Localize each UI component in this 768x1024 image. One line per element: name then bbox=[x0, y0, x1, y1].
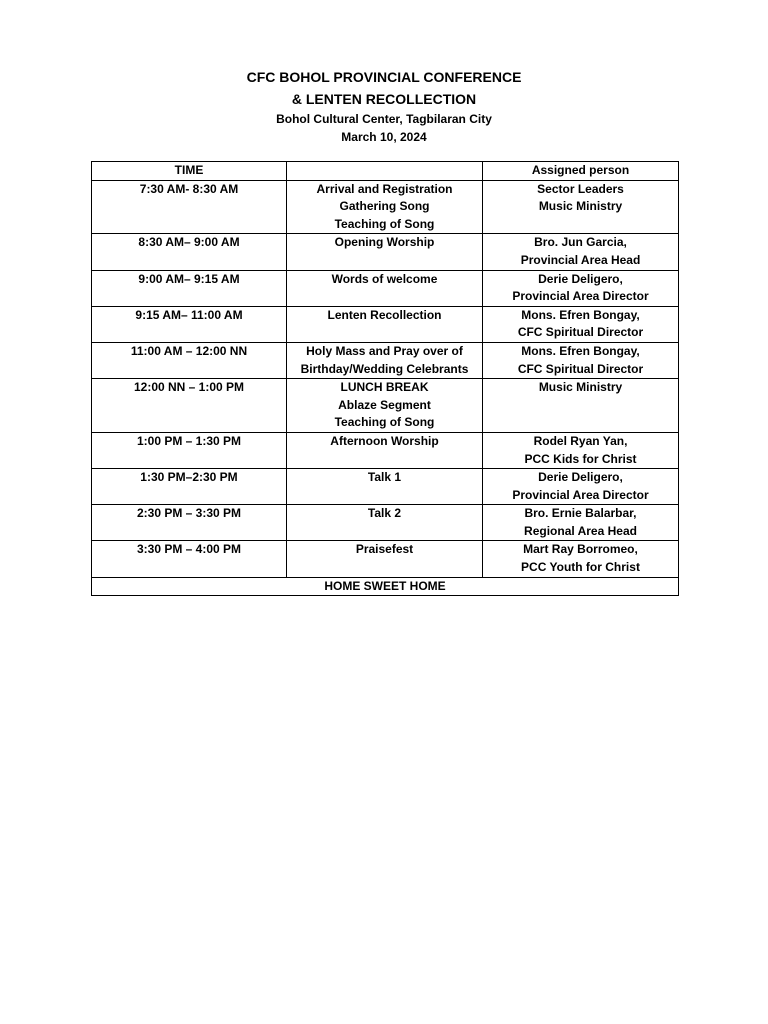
person-line: PCC Kids for Christ bbox=[524, 451, 637, 466]
document-title-line-2: & LENTEN RECOLLECTION bbox=[291, 91, 477, 107]
activity-cell bbox=[287, 469, 483, 505]
person-cell bbox=[483, 180, 679, 234]
person-line: Mart Ray Borromeo, bbox=[523, 542, 638, 557]
person-cell bbox=[483, 505, 679, 541]
table-row bbox=[92, 270, 679, 306]
activity-cell bbox=[287, 342, 483, 378]
table-header-row bbox=[92, 162, 679, 181]
table-row bbox=[92, 342, 679, 378]
person-line: Provincial Area Director bbox=[512, 487, 649, 502]
activity-line: Teaching of Song bbox=[334, 216, 435, 231]
activity-cell bbox=[287, 234, 483, 270]
activity-line: Gathering Song bbox=[339, 199, 430, 214]
footer-cell: HOME SWEET HOME bbox=[92, 577, 679, 596]
activity-line: Talk 1 bbox=[367, 470, 402, 485]
person-line: Rodel Ryan Yan, bbox=[533, 433, 628, 448]
time-cell: 9:15 AM– 11:00 AM bbox=[92, 306, 287, 342]
event-date: March 10, 2024 bbox=[341, 130, 427, 144]
person-cell bbox=[483, 306, 679, 342]
activity-line: Talk 2 bbox=[367, 506, 402, 521]
activity-cell bbox=[287, 306, 483, 342]
header-cell-assigned-person: Assigned person bbox=[483, 162, 679, 181]
table-row bbox=[92, 306, 679, 342]
person-line: Sector Leaders bbox=[537, 181, 624, 196]
time-cell: 1:30 PM–2:30 PM bbox=[92, 469, 287, 505]
time-cell: 9:00 AM– 9:15 AM bbox=[92, 270, 287, 306]
person-cell bbox=[483, 342, 679, 378]
person-line: Derie Deligero, bbox=[538, 470, 623, 485]
table-row bbox=[92, 180, 679, 234]
person-cell bbox=[483, 234, 679, 270]
person-line: Derie Deligero, bbox=[538, 271, 623, 286]
person-cell bbox=[483, 541, 679, 577]
person-line: Music Ministry bbox=[538, 380, 623, 395]
time-cell: 8:30 AM– 9:00 AM bbox=[92, 234, 287, 270]
person-line: Bro. Ernie Balarbar, bbox=[524, 506, 637, 521]
person-line: Mons. Efren Bongay, bbox=[521, 307, 640, 322]
time-cell: 12:00 NN – 1:00 PM bbox=[92, 379, 287, 433]
activity-cell bbox=[287, 270, 483, 306]
document-header bbox=[0, 66, 768, 146]
schedule-table bbox=[91, 161, 679, 596]
activity-line: Arrival and Registration bbox=[316, 181, 453, 196]
table-footer-row bbox=[92, 577, 679, 596]
activity-line: Ablaze Segment bbox=[338, 397, 431, 412]
table-row bbox=[92, 379, 679, 433]
header-cell-time: TIME bbox=[92, 162, 287, 181]
person-line: Bro. Jun Garcia, bbox=[534, 235, 627, 250]
activity-line: Afternoon Worship bbox=[330, 433, 439, 448]
activity-line: Holy Mass and Pray over of bbox=[306, 343, 463, 358]
person-line: Provincial Area Head bbox=[520, 252, 641, 267]
person-line: Mons. Efren Bongay, bbox=[521, 343, 640, 358]
activity-line: Birthday/Wedding Celebrants bbox=[300, 361, 469, 376]
venue-text: Bohol Cultural Center, Tagbilaran City bbox=[276, 112, 492, 126]
table-row bbox=[92, 432, 679, 468]
activity-line: Praisefest bbox=[355, 542, 414, 557]
person-cell bbox=[483, 432, 679, 468]
activity-cell bbox=[287, 541, 483, 577]
time-cell: 1:00 PM – 1:30 PM bbox=[92, 432, 287, 468]
activity-line: Opening Worship bbox=[334, 235, 435, 250]
person-line: Music Ministry bbox=[538, 199, 623, 214]
time-cell: 2:30 PM – 3:30 PM bbox=[92, 505, 287, 541]
activity-cell bbox=[287, 432, 483, 468]
activity-line: Lenten Recollection bbox=[327, 307, 442, 322]
person-cell bbox=[483, 469, 679, 505]
table-row bbox=[92, 469, 679, 505]
activity-line: Teaching of Song bbox=[334, 415, 435, 430]
person-cell bbox=[483, 270, 679, 306]
table-row bbox=[92, 541, 679, 577]
person-line: Regional Area Head bbox=[524, 523, 637, 538]
time-cell: 3:30 PM – 4:00 PM bbox=[92, 541, 287, 577]
person-line: CFC Spiritual Director bbox=[517, 361, 644, 376]
person-line: CFC Spiritual Director bbox=[517, 325, 644, 340]
person-line: PCC Youth for Christ bbox=[521, 560, 640, 575]
activity-cell bbox=[287, 505, 483, 541]
document-title-line-1: CFC BOHOL PROVINCIAL CONFERENCE bbox=[246, 69, 522, 85]
person-line: Provincial Area Director bbox=[512, 289, 649, 304]
activity-cell bbox=[287, 379, 483, 433]
header-cell-activity bbox=[287, 162, 483, 181]
time-cell: 7:30 AM- 8:30 AM bbox=[92, 180, 287, 234]
activity-line: LUNCH BREAK bbox=[340, 380, 429, 395]
table-row bbox=[92, 234, 679, 270]
person-cell bbox=[483, 379, 679, 433]
time-cell: 11:00 AM – 12:00 NN bbox=[92, 342, 287, 378]
table-row bbox=[92, 505, 679, 541]
activity-line: Words of welcome bbox=[331, 271, 438, 286]
activity-cell bbox=[287, 180, 483, 234]
